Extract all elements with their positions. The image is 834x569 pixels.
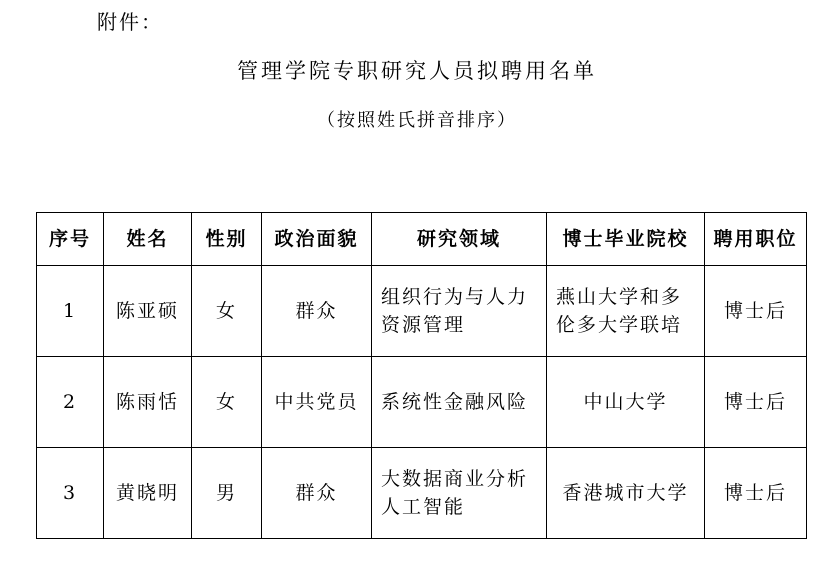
cell-position: 博士后 [705, 266, 807, 357]
table-header-row [37, 213, 807, 266]
column-header-field: 研究领域 [372, 213, 547, 266]
candidate-table [36, 212, 807, 539]
cell-position: 博士后 [705, 357, 807, 448]
cell-school [547, 266, 705, 357]
cell-field-line-1: 组织行为与人力 [381, 286, 529, 308]
cell-name: 陈雨恬 [104, 357, 192, 448]
page-subtitle: （按照姓氏拼音排序） [317, 110, 517, 131]
cell-position: 博士后 [705, 448, 807, 539]
table-row [37, 266, 807, 357]
cell-school: 香港城市大学 [547, 448, 705, 539]
column-header-position: 聘用职位 [705, 213, 807, 266]
cell-field: 系统性金融风险 [372, 357, 547, 448]
column-header-name: 姓名 [104, 213, 192, 266]
cell-field [372, 448, 547, 539]
cell-gender: 女 [192, 357, 262, 448]
cell-field-line-1: 大数据商业分析 [381, 468, 529, 490]
cell-field-line-2: 资源管理 [381, 314, 466, 336]
cell-no: 2 [37, 357, 104, 448]
cell-field [372, 266, 547, 357]
table-row [37, 357, 807, 448]
page-title: 管理学院专职研究人员拟聘用名单 [237, 59, 597, 83]
attachment-label: 附件： [97, 10, 163, 34]
column-header-school: 博士毕业院校 [547, 213, 705, 266]
cell-gender: 女 [192, 266, 262, 357]
cell-no: 3 [37, 448, 104, 539]
cell-political: 群众 [262, 448, 372, 539]
column-header-no: 序号 [37, 213, 104, 266]
cell-field-line-2: 人工智能 [381, 496, 466, 518]
table-row [37, 448, 807, 539]
cell-name: 陈亚硕 [104, 266, 192, 357]
cell-school-line-2: 伦多大学联培 [556, 314, 683, 336]
cell-school-line-1: 燕山大学和多 [556, 286, 683, 308]
cell-political: 中共党员 [262, 357, 372, 448]
cell-gender: 男 [192, 448, 262, 539]
cell-name: 黄晓明 [104, 448, 192, 539]
cell-school: 中山大学 [547, 357, 705, 448]
cell-no: 1 [37, 266, 104, 357]
column-header-political: 政治面貌 [262, 213, 372, 266]
cell-political: 群众 [262, 266, 372, 357]
column-header-gender: 性别 [192, 213, 262, 266]
